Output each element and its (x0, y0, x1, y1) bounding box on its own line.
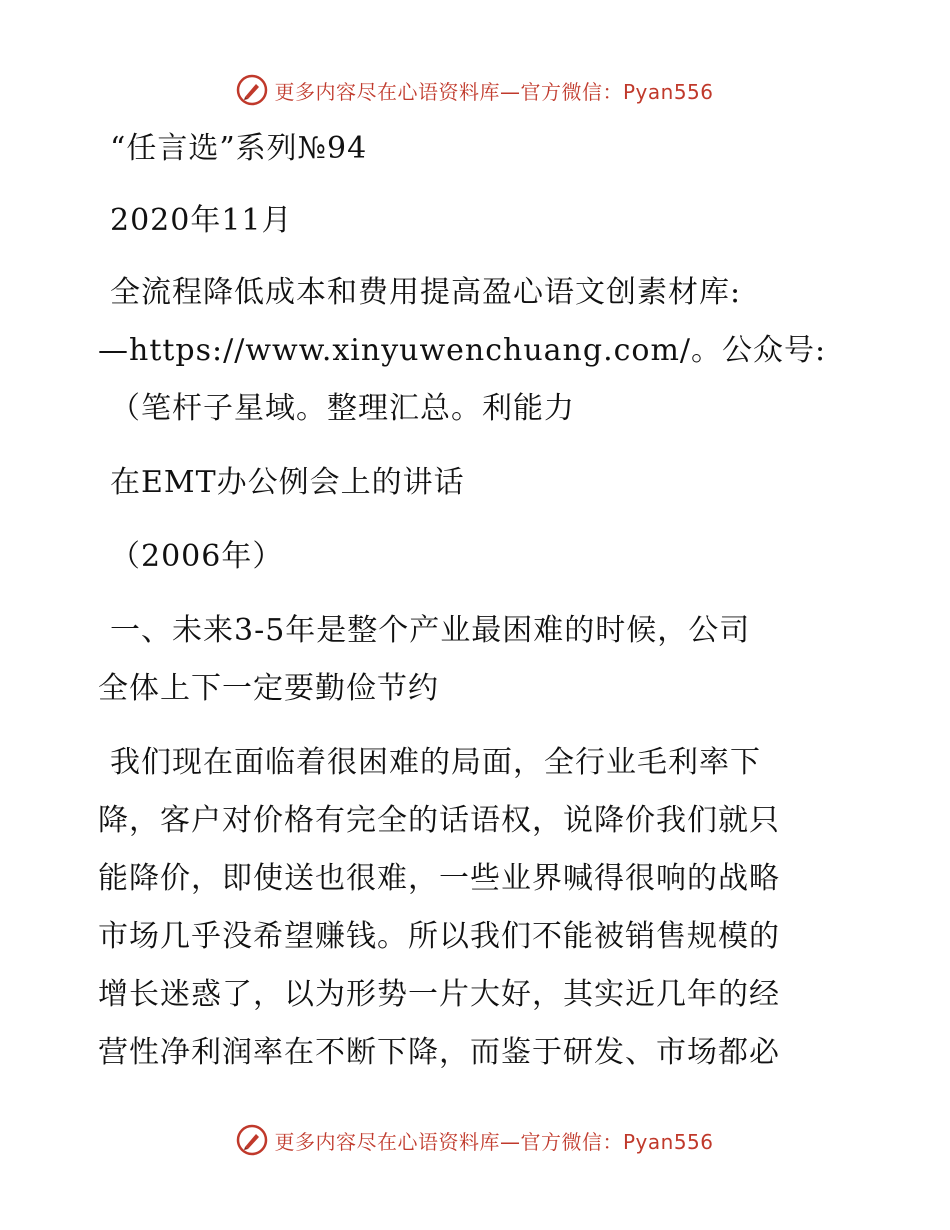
watermark-text: 更多内容尽在心语资料库—官方微信：Pyan556 (274, 79, 714, 104)
watermark-banner-bottom (0, 1120, 950, 1160)
body-line: 市场几乎没希望赚钱。所以我们不能被销售规模的 (98, 919, 780, 954)
occasion-line: 在EMT办公例会上的讲话 (110, 465, 465, 500)
document-body (98, 120, 858, 1082)
series-label: “任言选”系列№94 (110, 131, 368, 166)
title-line: —https://www.xinyuwenchuang.com/。公众号: (98, 333, 827, 368)
year-line: （2006年） (110, 539, 284, 574)
pen-logo-icon (236, 74, 268, 106)
heading-line: 一、未来3-5年是整个产业最困难的时候，公司 (110, 613, 751, 648)
body-paragraph (98, 734, 858, 1082)
section-heading (98, 602, 858, 718)
body-line: 能降价，即使送也很难，一些业界喊得很响的战略 (98, 861, 780, 896)
body-line: 营性净利润率在不断下降，而鉴于研发、市场都必 (98, 1035, 780, 1070)
body-line: 我们现在面临着很困难的局面，全行业毛利率下 (110, 745, 761, 780)
pen-logo-icon (236, 1124, 268, 1156)
body-line: 增长迷惑了，以为形势一片大好，其实近几年的经 (98, 977, 780, 1012)
heading-line: 全体上下一定要勤俭节约 (98, 671, 439, 706)
title-line: （笔杆子星域。整理汇总。利能力 (110, 391, 575, 426)
watermark-banner-top (0, 70, 950, 110)
body-line: 降，客户对价格有完全的话语权，说降价我们就只 (98, 803, 780, 838)
title-block (98, 264, 858, 438)
watermark-text: 更多内容尽在心语资料库—官方微信：Pyan556 (274, 1129, 714, 1154)
title-line: 全流程降低成本和费用提高盈心语文创素材库: (110, 275, 742, 310)
date-line: 2020年11月 (110, 203, 293, 238)
